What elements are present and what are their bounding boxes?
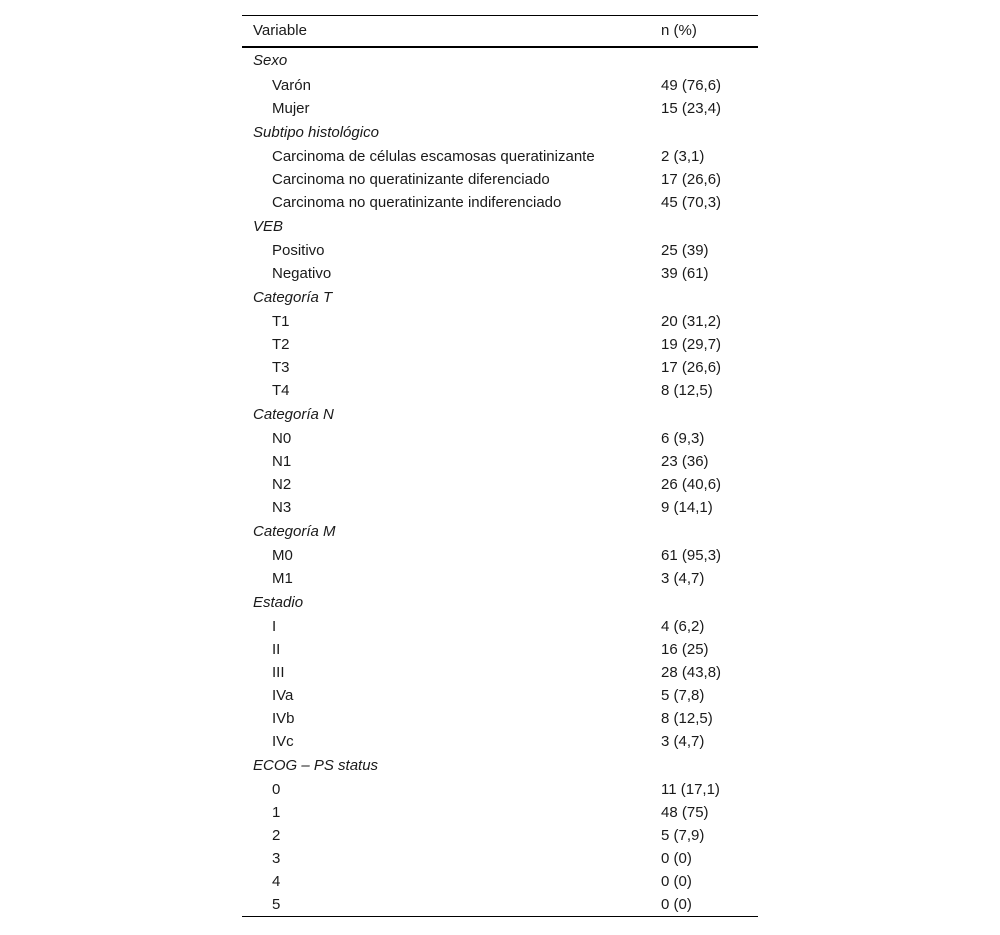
table-row [242, 262, 758, 285]
category-value-empty [650, 120, 758, 145]
table-row [242, 730, 758, 753]
table-row [242, 191, 758, 214]
table-row [242, 473, 758, 496]
row-label: N1 [272, 452, 292, 470]
category-label: Categoría N [253, 405, 334, 423]
table-row [242, 847, 758, 870]
row-label: 5 [242, 893, 650, 917]
row-value: 23 (36) [661, 452, 709, 470]
category-row [242, 285, 758, 310]
category-row [242, 402, 758, 427]
row-value: 25 (39) [661, 241, 709, 259]
row-value: 20 (31,2) [661, 312, 722, 330]
row-label: T2 [272, 335, 290, 353]
category-label: Estadio [253, 593, 304, 611]
category-row [242, 47, 758, 74]
table-row [242, 567, 758, 590]
row-value: 8 (12,5) [661, 709, 713, 727]
category-value-empty [650, 285, 758, 310]
table-row [242, 707, 758, 730]
category-label: Sexo [253, 52, 288, 69]
table-row [242, 615, 758, 638]
row-label: M1 [272, 569, 293, 587]
category-row [242, 519, 758, 544]
table-row [242, 97, 758, 120]
row-value: 8 (12,5) [661, 381, 713, 399]
table-row [242, 661, 758, 684]
table-row [242, 379, 758, 402]
row-value: 17 (26,6) [661, 358, 722, 376]
row-label: N3 [272, 498, 292, 516]
row-label: 0 [272, 780, 281, 798]
table-row [242, 333, 758, 356]
row-value: 5 (7,9) [661, 826, 705, 844]
row-label: N2 [272, 475, 292, 493]
row-label: M0 [272, 546, 293, 564]
table-row [242, 684, 758, 707]
row-value: 2 (3,1) [661, 147, 705, 165]
table-row [242, 801, 758, 824]
table-header [242, 16, 758, 48]
table-row [242, 427, 758, 450]
row-value: 49 (76,6) [661, 76, 722, 94]
row-value: 3 (4,7) [661, 732, 705, 750]
table-row [242, 638, 758, 661]
row-value: 48 (75) [661, 803, 709, 821]
category-row [242, 214, 758, 239]
row-label: IVc [272, 732, 294, 750]
row-label: IVb [272, 709, 295, 727]
category-value-empty [650, 753, 758, 778]
row-label: Carcinoma no queratinizante diferenciado [272, 170, 550, 188]
table-row [242, 145, 758, 168]
row-value: 11 (17,1) [661, 780, 720, 798]
row-label: III [272, 663, 285, 681]
row-value: 4 (6,2) [661, 617, 705, 635]
category-value-empty [650, 402, 758, 427]
table-row [242, 778, 758, 801]
table-row [242, 310, 758, 333]
category-label: Subtipo histológico [253, 123, 379, 141]
row-value: 6 (9,3) [661, 429, 705, 447]
row-label: IVa [272, 686, 294, 704]
row-value: 19 (29,7) [661, 335, 722, 353]
category-label: Categoría M [253, 522, 336, 540]
row-label: T4 [272, 381, 290, 399]
row-label: 1 [272, 803, 281, 821]
category-value-empty [650, 47, 758, 74]
row-label: Mujer [272, 99, 310, 117]
row-value: 26 (40,6) [661, 475, 722, 493]
table-row [242, 450, 758, 473]
row-value: 3 (4,7) [661, 569, 705, 587]
table-body [242, 47, 758, 917]
table-row [242, 356, 758, 379]
row-label: T3 [272, 358, 290, 376]
category-label: Categoría T [253, 288, 333, 306]
category-value-empty [650, 214, 758, 239]
row-value: 39 (61) [661, 264, 709, 282]
category-label: ECOG – PS status [253, 756, 379, 774]
row-label: 3 [272, 849, 281, 867]
row-label: 2 [272, 826, 281, 844]
category-value-empty [650, 519, 758, 544]
row-value: 9 (14,1) [661, 498, 713, 516]
row-label: Carcinoma no queratinizante indiferenciado [272, 193, 562, 211]
table-row [242, 74, 758, 97]
demographics-table [242, 15, 758, 917]
category-label: VEB [253, 217, 284, 235]
row-value: 17 (26,6) [661, 170, 722, 188]
row-value: 45 (70,3) [661, 193, 722, 211]
row-value: 0 (0) [650, 893, 758, 917]
category-value-empty [650, 590, 758, 615]
row-value: 28 (43,8) [661, 663, 722, 681]
row-value: 0 (0) [661, 849, 692, 867]
header-n-percent: n (%) [650, 16, 758, 48]
row-label: N0 [272, 429, 292, 447]
table-row [242, 824, 758, 847]
row-label: Positivo [272, 241, 325, 259]
category-row [242, 753, 758, 778]
row-label: 4 [272, 872, 281, 890]
row-value: 0 (0) [661, 872, 692, 890]
row-label: Carcinoma de células escamosas queratinizante [272, 147, 595, 165]
table-row [242, 870, 758, 893]
row-label: I [272, 617, 277, 635]
row-value: 15 (23,4) [661, 99, 722, 117]
category-row [242, 590, 758, 615]
table-row [242, 168, 758, 191]
header-row [242, 16, 758, 48]
row-label: Varón [272, 76, 311, 94]
category-row [242, 120, 758, 145]
table-row [242, 893, 758, 917]
row-label: II [272, 640, 281, 658]
table-row [242, 239, 758, 262]
table-row [242, 544, 758, 567]
row-value: 16 (25) [661, 640, 709, 658]
row-value: 61 (95,3) [661, 546, 722, 564]
row-value: 5 (7,8) [661, 686, 705, 704]
demographics-table-container [242, 15, 758, 917]
row-label: Negativo [272, 264, 332, 282]
table-row [242, 496, 758, 519]
header-variable: Variable [242, 16, 650, 48]
row-label: T1 [272, 312, 290, 330]
